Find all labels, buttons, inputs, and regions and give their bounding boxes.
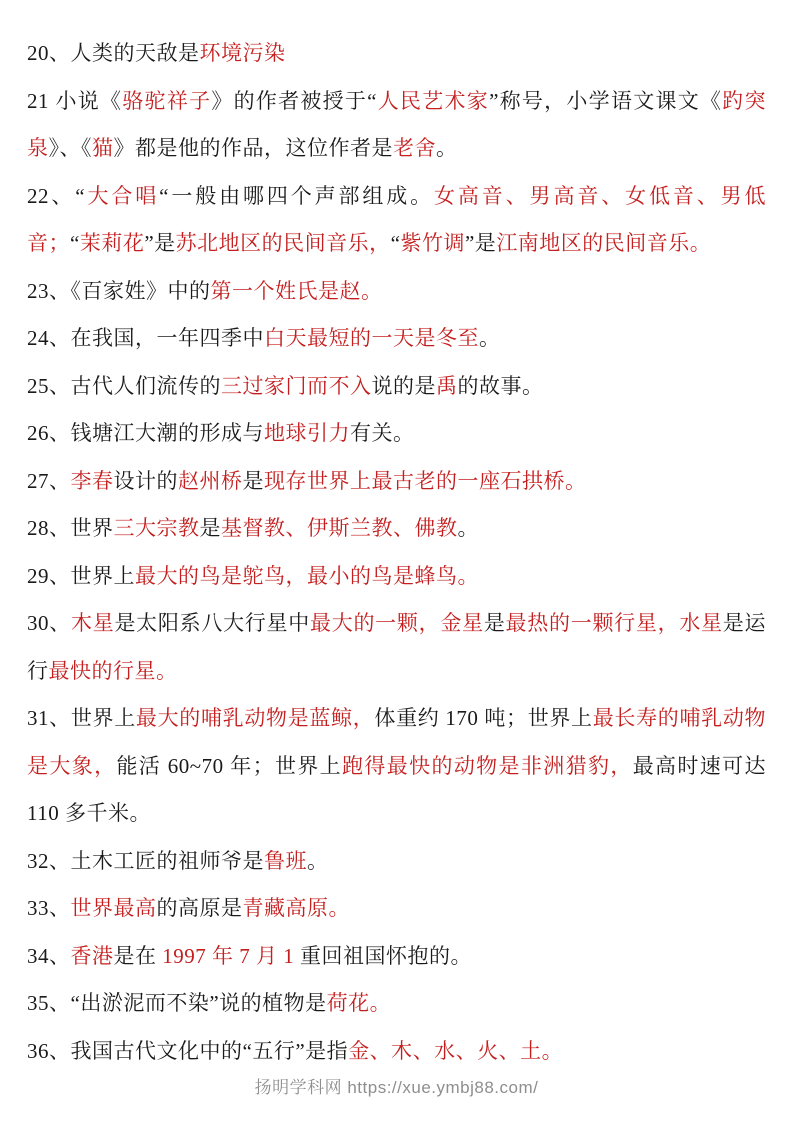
quiz-item [27, 838, 766, 886]
text-segment: 27、 [27, 468, 71, 493]
answer-highlight: 最大的一颗，金星 [309, 611, 484, 635]
answer-highlight: 最大的鸟是鸵鸟，最小的鸟是蜂鸟。 [135, 563, 479, 588]
answer-highlight: 趵突泉 [27, 88, 767, 160]
text-segment: 设计的 [113, 468, 178, 493]
text-segment: 23、《百家姓》中的 [27, 278, 211, 303]
text-segment: 31、世界上 [27, 706, 136, 730]
quiz-item [27, 458, 766, 506]
answer-highlight: 世界最高 [70, 896, 157, 920]
quiz-item [27, 268, 766, 316]
quiz-item [27, 695, 766, 838]
answer-highlight: 猫 [92, 136, 114, 160]
text-segment: 是在 [113, 943, 163, 968]
quiz-item [27, 410, 766, 458]
text-segment: 的故事。 [457, 373, 544, 398]
text-segment: 35、“出淤泥而不染”说的植物是 [27, 991, 327, 1015]
answer-highlight: 赵州桥 [178, 468, 243, 493]
text-segment: ”是 [464, 231, 497, 255]
answer-highlight: 白天最短的一天是冬至 [264, 326, 479, 350]
text-segment: “ [70, 231, 80, 255]
answer-highlight: 鲁班 [264, 848, 307, 873]
quiz-item [27, 933, 766, 981]
text-segment: 是 [199, 516, 221, 540]
text-segment: 最高时速可达 110 多千米。 [27, 753, 766, 825]
text-segment: 。 [479, 326, 501, 350]
text-segment: 36、我国古代文化中的“五行”是指 [27, 1038, 349, 1063]
quiz-item [27, 885, 766, 933]
answer-highlight: 荷花。 [326, 991, 392, 1015]
answer-highlight: 香港 [70, 943, 114, 968]
answer-highlight: 人民艺术家 [377, 88, 490, 113]
text-segment: 32、土木工匠的祖师爷是 [27, 848, 264, 873]
text-segment: 。 [307, 848, 329, 873]
answer-highlight: 三过家门而不入 [221, 373, 372, 398]
text-segment: ”是 [144, 231, 176, 255]
text-segment: 26、钱塘江大潮的形成与 [27, 421, 264, 445]
text-segment: 是运行 [27, 611, 767, 683]
text-segment: 的高原是 [156, 896, 243, 920]
text-segment: 30、 [27, 611, 71, 635]
answer-highlight: 地球引力 [264, 421, 350, 445]
answer-highlight: 基督教、伊斯兰教、佛教 [221, 516, 458, 540]
answer-highlight: 1997 年 7 月 1 [162, 943, 300, 968]
text-segment: 说的是 [371, 373, 436, 398]
answer-highlight: 大合唱 [85, 183, 160, 208]
text-segment: “一般由哪四个声部组成。 [159, 183, 435, 208]
answer-highlight: 老舍 [393, 136, 436, 160]
answer-highlight: 茉莉花 [79, 231, 145, 255]
quiz-item [27, 315, 766, 363]
answer-highlight: 禹 [436, 373, 458, 398]
text-segment: 33、 [27, 896, 71, 920]
text-segment: 是太阳系八大行星中 [114, 611, 310, 635]
quiz-item [27, 363, 766, 411]
answer-highlight: 金、木、水、火、土。 [348, 1038, 564, 1063]
answer-highlight: 骆驼祥子 [122, 88, 212, 113]
answer-highlight: 李春 [70, 468, 114, 493]
text-segment: 。 [457, 516, 479, 540]
answer-highlight: 现存世界上最古老的一座石拱桥。 [264, 468, 587, 493]
text-segment: 22、“ [27, 183, 86, 208]
answer-highlight: 环境污染 [199, 41, 286, 65]
quiz-item [27, 980, 766, 1028]
quiz-item [27, 30, 766, 78]
text-segment: 》都是他的作品，这位作者是 [113, 136, 393, 160]
text-segment: 34、 [27, 943, 71, 968]
answer-highlight: 紫竹调 [400, 231, 465, 255]
quiz-item [27, 505, 766, 553]
quiz-item [27, 600, 766, 695]
text-segment: 》的作者被授于“ [211, 88, 377, 113]
footer-text: 扬明学科网 https://xue.ymbj88.com/ [254, 1078, 539, 1097]
text-segment: 》、《 [48, 136, 92, 160]
answer-highlight: 三大宗教 [113, 516, 200, 540]
answer-highlight: 江南地区的民间音乐。 [496, 231, 712, 255]
text-segment: 24、在我国，一年四季中 [27, 326, 264, 350]
answer-highlight: 最热的一颗行星，水星 [505, 611, 723, 635]
text-segment: 体重约 170 吨；世界上 [374, 706, 593, 730]
answer-highlight: 第一个姓氏是赵。 [210, 278, 383, 303]
text-segment: 25、古代人们流传的 [27, 373, 221, 398]
text-segment: 是 [242, 468, 264, 493]
quiz-item [27, 173, 766, 268]
quiz-item [27, 78, 766, 173]
text-segment: 有关。 [350, 421, 415, 445]
text-segment: 重回祖国怀抱的。 [300, 943, 472, 968]
answer-highlight: 最长寿的哺乳动物是大象， [27, 706, 767, 778]
text-segment: 29、世界上 [27, 563, 135, 588]
answer-highlight: 木星 [70, 611, 115, 635]
quiz-item [27, 553, 766, 601]
text-segment: 20、人类的天敌是 [27, 41, 200, 65]
quiz-list [27, 30, 766, 1075]
text-segment: 。 [436, 136, 458, 160]
text-segment: 28、世界 [27, 516, 114, 540]
answer-highlight: 跑得最快的动物是非洲猎豹， [342, 753, 633, 778]
text-segment: 是 [483, 611, 506, 635]
answer-highlight: 青藏高原。 [242, 896, 350, 920]
quiz-item [27, 1028, 766, 1076]
text-segment: 21 小说《 [27, 88, 123, 113]
answer-highlight: 女高音、男高音、女低音、男低音； [27, 183, 766, 255]
text-segment: 能活 60~70 年；世界上 [116, 753, 343, 778]
footer-watermark [0, 1073, 793, 1098]
text-segment: ”称号，小学语文课文《 [489, 88, 723, 113]
text-segment: “ [390, 231, 401, 255]
answer-highlight: 最大的哺乳动物是蓝鲸， [135, 706, 375, 730]
answer-highlight: 苏北地区的民间音乐， [175, 231, 391, 255]
answer-highlight: 最快的行星。 [48, 658, 178, 683]
